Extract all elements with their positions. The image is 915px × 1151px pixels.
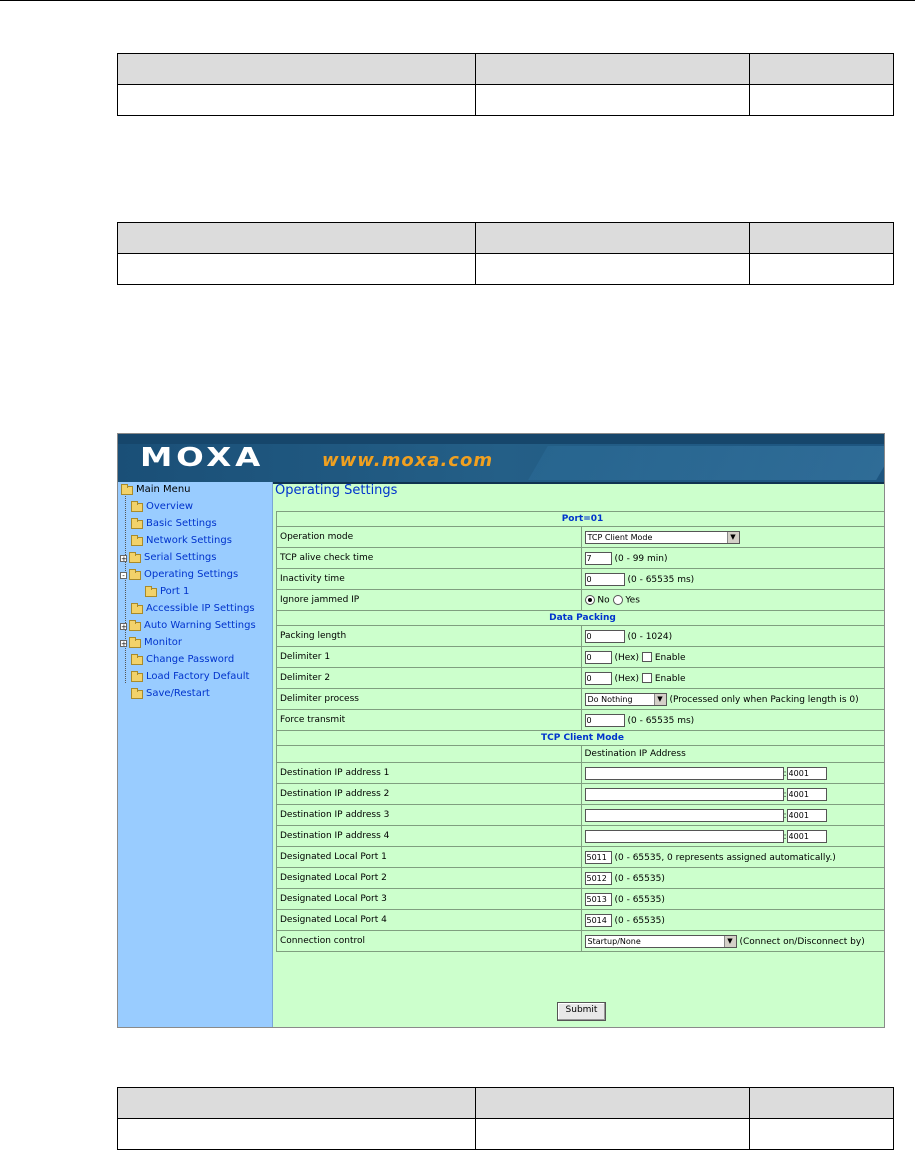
page-title: Operating Settings (275, 483, 398, 498)
page-header-rule (0, 0, 915, 1)
ignore-jammed-no-label: No (597, 595, 610, 606)
delimiter1-input[interactable] (585, 651, 612, 664)
port-colon: : (783, 831, 787, 842)
force-transmit-hint: (0 - 65535 ms) (627, 715, 695, 726)
delimiter1-enable-checkbox[interactable] (642, 652, 652, 662)
folder-icon (129, 622, 141, 631)
inactivity-label: Inactivity time (277, 569, 582, 590)
dropdown-arrow-icon: ▼ (727, 532, 739, 543)
delimiter-process-label: Delimiter process (277, 689, 582, 710)
delimiter-process-hint: (Processed only when Packing length is 0) (669, 694, 859, 705)
local-port-4-label: Designated Local Port 4 (277, 910, 582, 931)
inactivity-hint: (0 - 65535 ms) (627, 574, 695, 585)
expand-icon[interactable]: + (121, 639, 127, 648)
port-colon: : (783, 810, 787, 821)
delimiter-process-select[interactable]: Do Nothing ▼ (585, 693, 667, 706)
folder-icon (131, 656, 143, 665)
local-port-1-label: Designated Local Port 1 (277, 847, 582, 868)
delimiter2-enable-checkbox[interactable] (642, 673, 652, 683)
local-port-3-input[interactable] (585, 893, 612, 906)
expand-icon[interactable]: + (121, 554, 127, 563)
ignore-jammed-yes-label: Yes (625, 595, 640, 606)
section-data-packing: Data Packing (277, 611, 886, 626)
sidebar-item-basic-settings[interactable]: Basic Settings (131, 517, 217, 531)
sidebar-item-network-settings[interactable]: Network Settings (131, 534, 232, 548)
sidebar-item-accessible-ip[interactable]: Accessible IP Settings (131, 602, 255, 616)
main-content (273, 482, 885, 1028)
packing-length-label: Packing length (277, 626, 582, 647)
delimiter2-input[interactable] (585, 672, 612, 685)
doc-table-1 (117, 53, 894, 116)
connection-control-select[interactable]: Startup/None ▼ (585, 935, 737, 948)
expand-icon[interactable]: - (120, 572, 127, 579)
folder-icon (131, 690, 143, 699)
delimiter2-hex: (Hex) (614, 673, 639, 684)
destination-ip-header: Destination IP Address (581, 746, 885, 763)
delimiter2-enable-label: Enable (654, 673, 686, 684)
section-tcp-client: TCP Client Mode (277, 731, 886, 746)
local-port-3-hint: (0 - 65535) (614, 894, 665, 905)
sidebar-item-serial-settings[interactable]: + Serial Settings (121, 552, 217, 563)
tcp-alive-input[interactable] (585, 552, 612, 565)
folder-open-icon (121, 486, 133, 495)
sidebar-item-overview[interactable]: Overview (131, 500, 193, 514)
folder-open-icon (129, 571, 141, 580)
sidebar-item-change-password[interactable]: Change Password (131, 653, 234, 667)
sidebar-item-port-1[interactable]: Port 1 (145, 585, 189, 599)
dest-ip-3-input[interactable] (585, 809, 784, 822)
sidebar-item-operating-settings[interactable]: - Operating Settings (120, 568, 238, 582)
inactivity-input[interactable] (585, 573, 625, 586)
folder-icon (131, 537, 143, 546)
header-banner (118, 434, 885, 484)
folder-icon (131, 673, 143, 682)
dest-port-1-input[interactable] (787, 767, 827, 780)
sidebar-item-monitor[interactable]: + Monitor (121, 637, 183, 648)
dest-ip-1-label: Destination IP address 1 (277, 763, 582, 784)
port-colon: : (783, 768, 787, 779)
folder-icon (131, 503, 143, 512)
dest-port-2-input[interactable] (787, 788, 827, 801)
connection-control-hint: (Connect on/Disconnect by) (739, 936, 865, 947)
sidebar-item-load-factory-default[interactable]: Load Factory Default (131, 670, 249, 684)
dropdown-arrow-icon: ▼ (654, 694, 666, 705)
dest-ip-4-input[interactable] (585, 830, 784, 843)
tcp-alive-hint: (0 - 99 min) (614, 553, 668, 564)
folder-icon (131, 605, 143, 614)
connection-control-label: Connection control (277, 931, 582, 952)
packing-length-hint: (0 - 1024) (627, 631, 673, 642)
delimiter1-label: Delimiter 1 (277, 647, 582, 668)
folder-icon (129, 554, 141, 563)
doc-table-2 (117, 222, 894, 285)
local-port-4-hint: (0 - 65535) (614, 915, 665, 926)
packing-length-input[interactable] (585, 630, 625, 643)
local-port-2-label: Designated Local Port 2 (277, 868, 582, 889)
operation-mode-select[interactable]: TCP Client Mode ▼ (585, 531, 740, 544)
expand-icon[interactable]: + (121, 622, 127, 631)
ignore-jammed-yes-radio[interactable] (613, 595, 623, 605)
sidebar-item-auto-warning[interactable]: + Auto Warning Settings (121, 620, 256, 631)
sidebar-menu (118, 482, 273, 1028)
dest-port-4-input[interactable] (787, 830, 827, 843)
local-port-2-hint: (0 - 65535) (614, 873, 665, 884)
moxa-logo: MOXA (140, 443, 265, 473)
dest-ip-3-label: Destination IP address 3 (277, 805, 582, 826)
force-transmit-label: Force transmit (277, 710, 582, 731)
delimiter1-enable-label: Enable (654, 652, 686, 663)
moxa-web-console-screenshot (117, 433, 885, 1028)
moxa-url: www.moxa.com (322, 450, 494, 471)
tcp-alive-label: TCP alive check time (277, 548, 582, 569)
doc-table-3 (117, 1087, 894, 1150)
dropdown-arrow-icon: ▼ (724, 936, 736, 947)
sidebar-item-save-restart[interactable]: Save/Restart (131, 687, 210, 701)
local-port-4-input[interactable] (585, 914, 612, 927)
folder-icon (145, 588, 157, 597)
dest-ip-1-input[interactable] (585, 767, 784, 780)
local-port-1-hint: (0 - 65535, 0 represents assigned automatically.) (614, 852, 836, 863)
operation-mode-label: Operation mode (277, 527, 582, 548)
ignore-jammed-no-radio[interactable] (585, 595, 595, 605)
local-port-3-label: Designated Local Port 3 (277, 889, 582, 910)
local-port-2-input[interactable] (585, 872, 612, 885)
ignore-jammed-label: Ignore jammed IP (277, 590, 582, 611)
sidebar-item-main-menu[interactable]: Main Menu (121, 483, 191, 497)
delimiter1-hex: (Hex) (614, 652, 639, 663)
dest-ip-4-label: Destination IP address 4 (277, 826, 582, 847)
dest-port-3-input[interactable] (787, 809, 827, 822)
section-port: Port=01 (277, 512, 886, 527)
operating-settings-form (276, 511, 885, 952)
dest-ip-2-input[interactable] (585, 788, 784, 801)
local-port-1-input[interactable] (585, 851, 612, 864)
force-transmit-input[interactable] (585, 714, 625, 727)
folder-icon (131, 520, 143, 529)
delimiter2-label: Delimiter 2 (277, 668, 582, 689)
submit-button[interactable]: Submit (557, 1002, 606, 1021)
dest-ip-2-label: Destination IP address 2 (277, 784, 582, 805)
port-colon: : (783, 789, 787, 800)
folder-icon (129, 639, 141, 648)
